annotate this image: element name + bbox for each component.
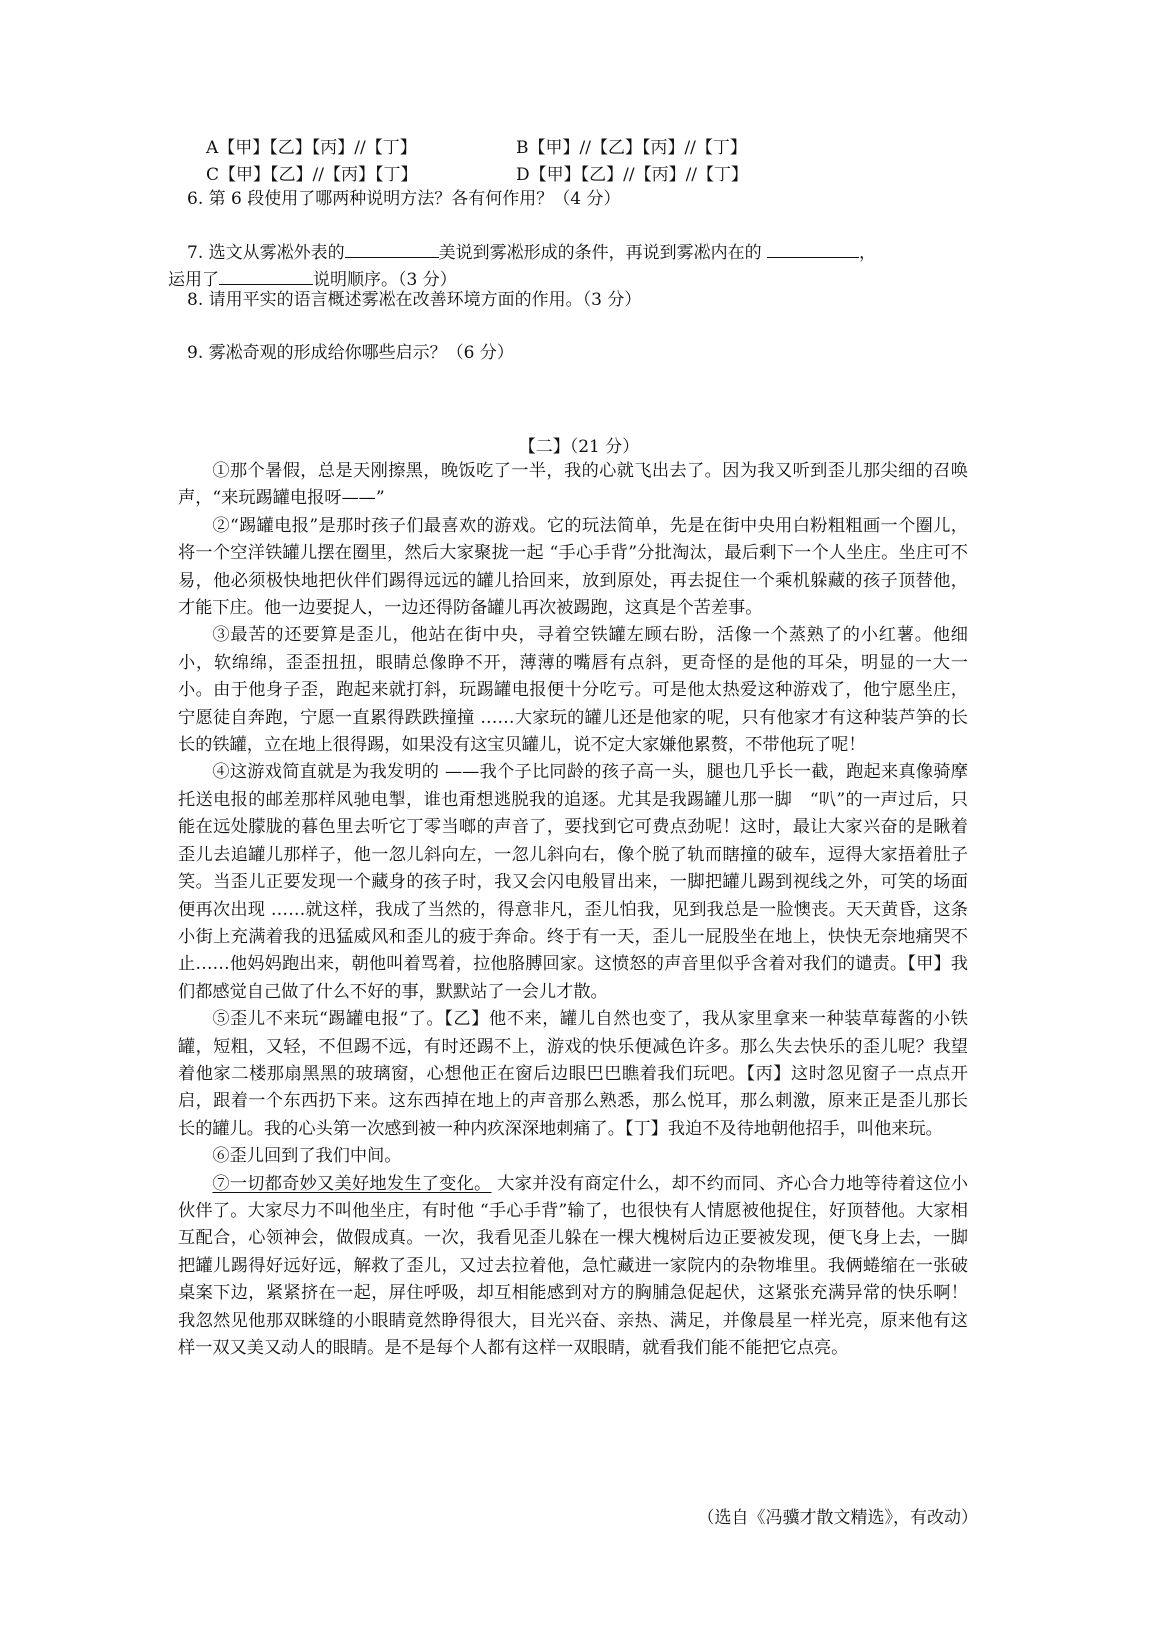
paragraph-2: ②“踢罐电报”是那时孩子们最喜欢的游戏。它的玩法简单，先是在街中央用白粉粗粗画一个圈儿，将一个空洋铁罐儿摆在圈里，然后大家聚拢一起 “手心手背”分批淘汰，最后剩下一个人坐庄。坐庄可不易，他必须极快地把伙伴们踢得远远的罐儿拾回来，放到原处，再去捉住一个乘机躲藏的孩子顶替他，才能下庄。他一边要捉人，一边还得防备罐儿再次被踢跑，这真是个苦差事。	[178, 515, 968, 619]
source-citation: （选自《冯骥才散文精选》，有改动）	[697, 1508, 978, 1528]
question-7-text-2: 美说到雾凇形成的条件，再说到雾凇内在的	[438, 243, 762, 263]
option-a: A【甲】【乙】【丙】//【丁】	[206, 138, 417, 158]
option-c: C【甲】【乙】//【丙】【丁】	[206, 165, 418, 185]
option-d: D【甲】【乙】//【丙】//【丁】	[516, 165, 749, 185]
question-7-text-5: 说明顺序。（3 分）	[313, 270, 457, 290]
paragraph-1: ①那个暑假，总是天刚擦黑，晚饭吃了一半，我的心就飞出去了。因为我又听到歪儿那尖细的召唤声，“来玩踢罐电报呀——”	[178, 461, 968, 509]
question-6: 6. 第 6 段使用了哪两种说明方法？各有何作用？（4 分）	[187, 189, 621, 209]
question-7-text-3: ，	[859, 243, 877, 263]
paragraph-7	[178, 1171, 968, 1363]
option-b: B【甲】//【乙】【丙】//【丁】	[516, 138, 747, 158]
question-7-text-4: 运用了	[168, 270, 219, 290]
section-title: 【二】（21 分）	[518, 437, 640, 457]
question-7-blank-1[interactable]	[345, 239, 439, 258]
paragraph-7-underlined-sentence: ⑦一切都奇妙又美好地发生了变化。	[212, 1173, 492, 1194]
question-7-blank-3[interactable]	[219, 266, 313, 285]
paragraph-4: ④这游戏简直就是为我发明的 ——我个子比同龄的孩子高一头，腿也几乎长一截，跑起来真像骑摩托送电报的邮差那样风驰电掣，谁也甭想逃脱我的追逐。尤其是我踢罐儿那一脚 “叭”的一声过后，只能在远处朦胧的暮色里去听它丁零当啷的声音了，要找到它可费点劲呢！这时，最让大家兴奋的是瞅着歪儿去追罐儿那样子，他一忽儿斜向左，一忽儿斜向右，像个脱了轨而瞎撞的破车，逗得大家捂着肚子笑。当歪儿正要发现一个藏身的孩子时，我又会闪电般冒出来，一脚把罐儿踢到视线之外，可笑的场面便再次出现 ……就这样，我成了当然的，得意非凡，歪儿怕我，见到我总是一脸懊丧。天天黄昏，这条小街上充满着我的迅猛威风和歪儿的疲于奔命。终于有一天，歪儿一屁股坐在地上，快快无奈地痛哭不止……他妈妈跑出来，朝他叫着骂着，拉他胳膊回家。这愤怒的声音里似乎含着对我们的谴责。【甲】我们都感觉自己做了什么不好的事，默默站了一会儿才散。	[178, 762, 968, 1002]
question-7-text-1: 7. 选文从雾凇外表的	[187, 243, 345, 263]
question-8: 8. 请用平实的语言概述雾凇在改善环境方面的作用。（3 分）	[187, 290, 642, 310]
paragraph-3: ③最苦的还要算是歪儿，他站在街中央，寻着空铁罐左顾右盼，活像一个蒸熟了的小红薯。他细小，软绵绵，歪歪扭扭，眼睛总像睁不开，薄薄的嘴唇有点斜，更奇怪的是他的耳朵，明显的一大一小。由于他身子歪，跑起来就打斜，玩踢罐电报便十分吃亏。可是他太热爱这种游戏了，他宁愿坐庄，宁愿徒自奔跑，宁愿一直累得跌跌撞撞 ……大家玩的罐儿还是他家的呢，只有他家才有这种装芦笋的长长的铁罐，立在地上很得踢，如果没有这宝贝罐儿，说不定大家嫌他累赘，不带他玩了呢！	[178, 625, 968, 756]
question-7	[187, 239, 876, 264]
question-7-continued	[168, 266, 457, 291]
paragraph-6: ⑥歪儿回到了我们中间。	[212, 1146, 402, 1167]
reading-passage	[178, 458, 968, 1362]
question-7-blank-2[interactable]	[767, 239, 859, 258]
question-9: 9. 雾凇奇观的形成给你哪些启示？（6 分）	[187, 343, 514, 363]
paragraph-7-text: 大家并没有商定什么，却不约而同、齐心合力地等待着这位小伙伴了。大家尽力不叫他坐庄，有时他 “手心手背”输了，也很快有人情愿被他捉住，好顶替他。大家相互配合，心领神会，做假成真。一次，我看见歪儿躲在一棵大槐树后边正要被发现，便飞身上去，一脚把罐儿踢得好远好远，解救了歪儿，又过去拉着他，急忙藏进一家院内的杂物堆里。我俩蜷缩在一张破桌案下边，紧紧挤在一起，屏住呼吸，却互相能感到对方的胸脯急促起伏，这紧张充满异常的快乐啊！我忽然见他那双眯缝的小眼睛竟然睁得很大，目光兴奋、亲热、满足，并像晨星一样光亮，原来他有这样一双又美又动人的眼睛。是不是每个人都有这样一双眼睛，就看我们能不能把它点亮。	[178, 1173, 968, 1358]
paragraph-5: ⑤歪儿不来玩“踢罐电报“了。【乙】他不来，罐儿自然也变了，我从家里拿来一种装草莓酱的小铁罐，短粗，又轻，不但踢不远，有时还踢不上，游戏的快乐便减色许多。那么失去快乐的歪儿呢？我望着他家二楼那扇黑黑的玻璃窗，心想他正在窗后边眼巴巴瞧着我们玩吧。【丙】这时忽见窗子一点点开启，跟着一个东西扔下来。这东西掉在地上的声音那么熟悉，那么悦耳，那么刺激，原来正是歪儿那长长的罐儿。我的心头第一次感到被一种内疚深深地刺痛了。【丁】我迫不及待地朝他招手，叫他来玩。	[178, 1009, 968, 1139]
